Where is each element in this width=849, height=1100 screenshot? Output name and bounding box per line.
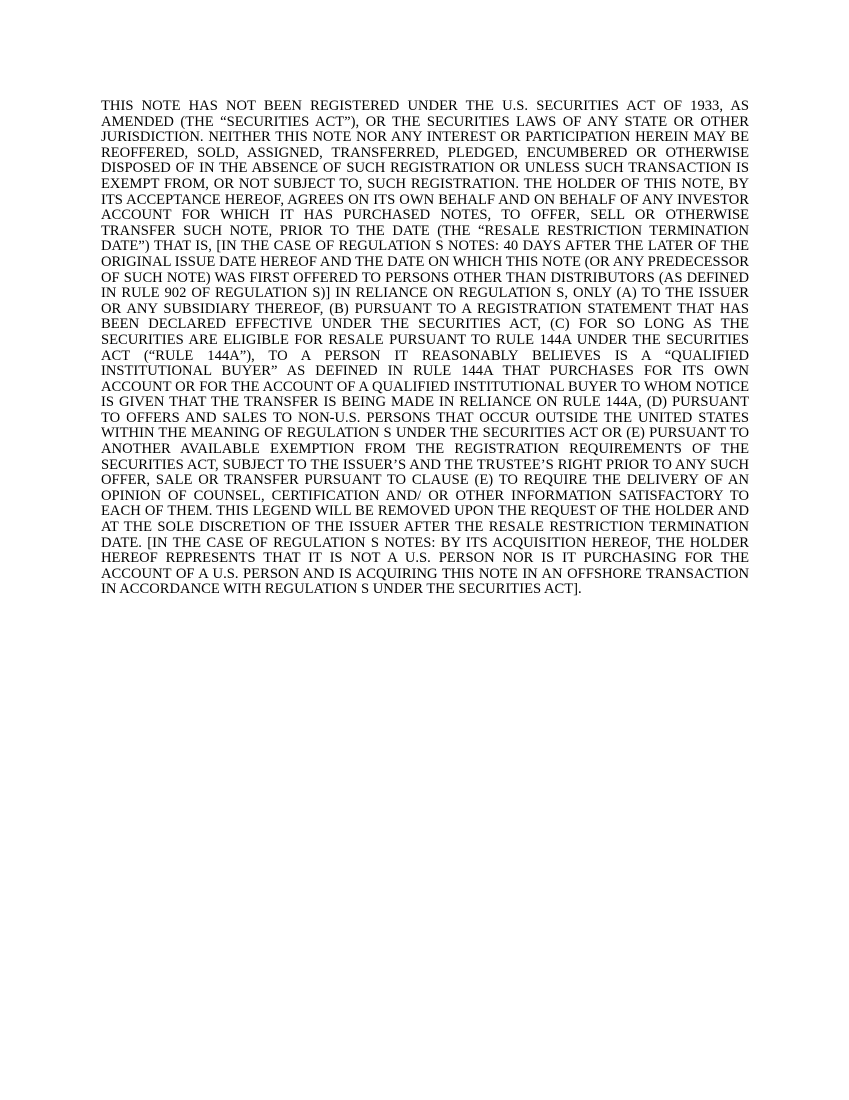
restrictive-legend-paragraph: THIS NOTE HAS NOT BEEN REGISTERED UNDER THE U.S. SECURITIES ACT OF 1933, AS AMENDED (THE “SECURITIES ACT”), OR THE SECURITIES LAWS OF ANY STATE OR OTHER JURISDICTION. NEITHER THIS NOTE NOR ANY INTEREST OR PARTICIPATION HEREIN MAY BE REOFFERED, SOLD, ASSIGNED, TRANSFERRED, PLEDGED, ENCUMBERED OR OTHERWISE DISPOSED OF IN THE ABSENCE OF SUCH REGISTRATION OR UNLESS SUCH TRANSACTION IS EXEMPT FROM, OR NOT SUBJECT TO, SUCH REGISTRATION. THE HOLDER OF THIS NOTE, BY ITS ACCEPTANCE HEREOF, AGREES ON ITS OWN BEHALF AND ON BEHALF OF ANY INVESTOR ACCOUNT FOR WHICH IT HAS PURCHASED NOTES, TO OFFER, SELL OR OTHERWISE TRANSFER SUCH NOTE, PRIOR TO THE DATE (THE “RESALE RESTRICTION TERMINATION DATE”) THAT IS, [IN THE CASE OF REGULATION S NOTES: 40 DAYS AFTER THE LATER OF THE ORIGINAL ISSUE DATE HEREOF AND THE DATE ON WHICH THIS NOTE (OR ANY PREDECESSOR OF SUCH NOTE) WAS FIRST OFFERED TO PERSONS OTHER THAN DISTRIBUTORS (AS DEFINED IN RULE 902 OF REGULATION S)] IN RELIANCE ON REGULATION S, ONLY (A) TO THE ISSUER OR ANY SUBSIDIARY THEREOF, (B) PURSUANT TO A REGISTRATION STATEMENT THAT HAS BEEN DECLARED EFFECTIVE UNDER THE SECURITIES ACT, (C) FOR SO LONG AS THE SECURITIES ARE ELIGIBLE FOR RESALE PURSUANT TO RULE 144A UNDER THE SECURITIES ACT (“RULE 144A”), TO A PERSON IT REASONABLY BELIEVES IS A “QUALIFIED INSTITUTIONAL BUYER” AS DEFINED IN RULE 144A THAT PURCHASES FOR ITS OWN ACCOUNT OR FOR THE ACCOUNT OF A QUALIFIED INSTITUTIONAL BUYER TO WHOM NOTICE IS GIVEN THAT THE TRANSFER IS BEING MADE IN RELIANCE ON RULE 144A, (D) PURSUANT TO OFFERS AND SALES TO NON-U.S. PERSONS THAT OCCUR OUTSIDE THE UNITED STATES WITHIN THE MEANING OF REGULATION S UNDER THE SECURITIES ACT OR (E) PURSUANT TO ANOTHER AVAILABLE EXEMPTION FROM THE REGISTRATION REQUIREMENTS OF THE SECURITIES ACT, SUBJECT TO THE ISSUER’S AND THE TRUSTEE’S RIGHT PRIOR TO ANY SUCH OFFER, SALE OR TRANSFER PURSUANT TO CLAUSE (E) TO REQUIRE THE DELIVERY OF AN OPINION OF COUNSEL, CERTIFICATION AND/ OR OTHER INFORMATION SATISFACTORY TO EACH OF THEM. THIS LEGEND WILL BE REMOVED UPON THE REQUEST OF THE HOLDER AND AT THE SOLE DISCRETION OF THE ISSUER AFTER THE RESALE RESTRICTION TERMINATION DATE. [IN THE CASE OF REGULATION S NOTES: BY ITS ACQUISITION HEREOF, THE HOLDER HEREOF REPRESENTS THAT IT IS NOT A U.S. PERSON NOR IS IT PURCHASING FOR THE ACCOUNT OF A U.S. PERSON AND IS ACQUIRING THIS NOTE IN AN OFFSHORE TRANSACTION IN ACCORDANCE WITH REGULATION S UNDER THE SECURITIES ACT]. — [101, 98, 749, 598]
